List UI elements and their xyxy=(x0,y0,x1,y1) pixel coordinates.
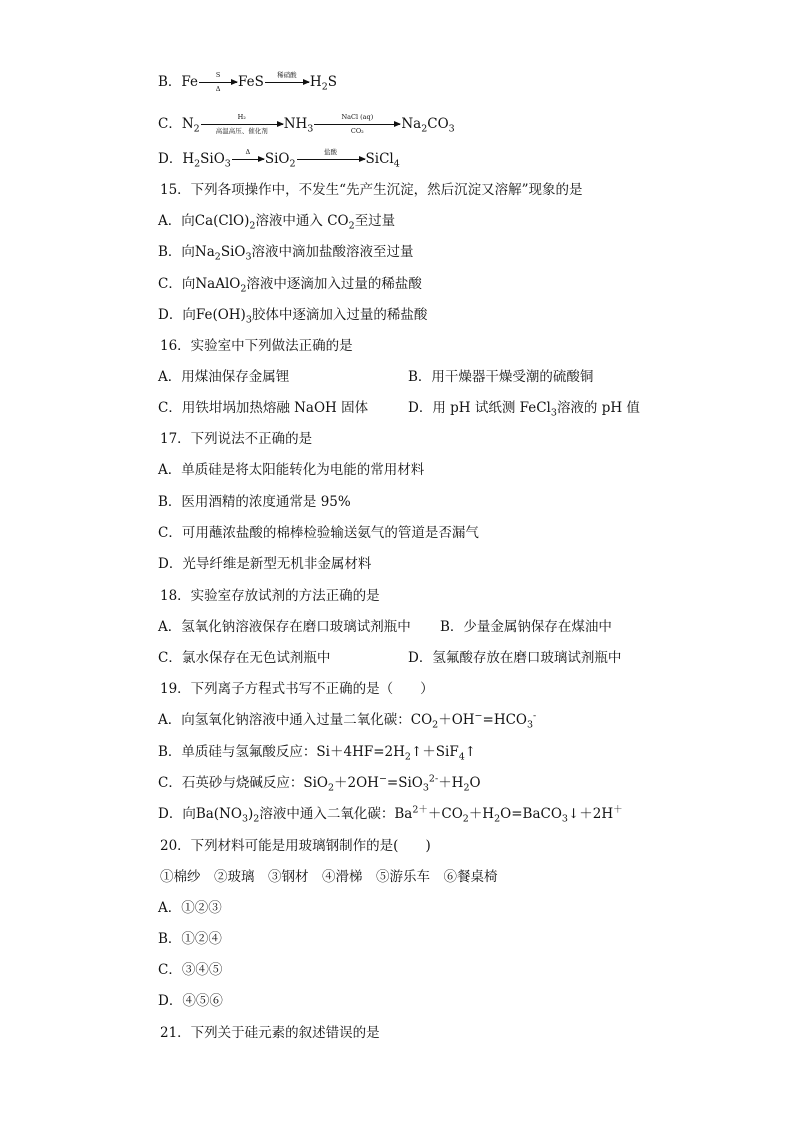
q14-option-d xyxy=(158,149,400,169)
q19-option-a xyxy=(158,710,536,730)
q15-option-b xyxy=(158,242,414,262)
text: D．向Ba(NO xyxy=(158,806,242,822)
text: 溶液中滴加盐酸溶液至过量 xyxy=(251,244,414,260)
arrow-condition: NaCl (aq) xyxy=(341,113,374,121)
q19-option-c xyxy=(158,773,481,793)
question-20-items: ①棉纱 ②玻璃 ③钢材 ④滑梯 ⑤游乐车 ⑥餐桌椅 xyxy=(160,869,498,885)
question-16-stem: 16．实验室中下列做法正确的是 xyxy=(160,338,353,354)
q16-option-c: C．用铁坩埚加热熔融 NaOH 固体 xyxy=(158,400,369,416)
subscript: 2 xyxy=(432,719,439,731)
subscript: 2 xyxy=(249,220,256,232)
superscript: ＋ xyxy=(613,804,623,816)
q15-option-a xyxy=(158,211,395,231)
question-18-stem: 18．实验室存放试剂的方法正确的是 xyxy=(160,588,380,604)
q16-option-d xyxy=(408,398,640,418)
formula: CO xyxy=(427,116,449,132)
subscript: 2 xyxy=(193,123,200,135)
q17-option-b: B．医用酒精的浓度通常是 95% xyxy=(158,494,351,510)
q19-option-b xyxy=(158,742,476,762)
q17-option-d: D．光导纤维是新型无机非金属材料 xyxy=(158,556,372,572)
q16-option-a: A．用煤油保存金属锂 xyxy=(158,369,290,385)
text: O xyxy=(469,775,481,791)
formula: Fe xyxy=(181,74,199,90)
reaction-arrow xyxy=(201,113,283,135)
arrow-condition: CO₂ xyxy=(350,127,364,135)
subscript: 3 xyxy=(561,813,568,825)
q20-option-c: C．③④⑤ xyxy=(158,962,223,978)
text: O=BaCO xyxy=(500,806,562,822)
arrow-condition: 高温高压、催化剂 xyxy=(215,127,268,135)
text: SiO xyxy=(220,244,246,260)
subscript: 3 xyxy=(307,123,314,135)
q16-option-b: B．用干燥器干燥受潮的硫酸铜 xyxy=(408,369,594,385)
formula: SiO xyxy=(264,151,290,167)
q18-option-c: C．氯水保存在无色试剂瓶中 xyxy=(158,650,331,666)
text: ＋OH xyxy=(438,712,475,728)
text: B．单质硅与氢氟酸反应：Si＋4HF=2H xyxy=(158,744,405,760)
subscript: 2 xyxy=(240,283,247,295)
arrow-condition: S xyxy=(215,71,221,79)
subscript: 3 xyxy=(241,813,248,825)
superscript: - xyxy=(533,710,537,722)
q17-option-c: C．可用蘸浓盐酸的棉棒检验输送氨气的管道是否漏气 xyxy=(158,525,479,541)
text: B．向Na xyxy=(158,244,215,260)
subscript: 3 xyxy=(224,158,231,170)
subscript: 2 xyxy=(463,782,470,794)
reaction-arrow xyxy=(314,113,400,135)
text: ＋CO xyxy=(427,806,463,822)
superscript: 2- xyxy=(428,773,439,785)
text: ) xyxy=(248,806,254,822)
q20-option-d: D．④⑤⑥ xyxy=(158,993,223,1009)
q18-option-a: A．氢氧化钠溶液保存在磨口玻璃试剂瓶中 xyxy=(158,619,411,635)
text: ＋2OH xyxy=(334,775,379,791)
subscript: 2 xyxy=(327,782,335,794)
option-label: C． xyxy=(158,116,182,132)
subscript: 3 xyxy=(550,407,557,419)
subscript: 3 xyxy=(245,314,252,326)
arrow-condition: H₂ xyxy=(237,113,246,121)
option-label: D． xyxy=(158,151,183,167)
question-21-stem: 21．下列关于硅元素的叙述错误的是 xyxy=(160,1025,380,1041)
question-20-stem: 20．下列材料可能是用玻璃钢制作的是( ) xyxy=(160,838,431,854)
text: 溶液中逐滴加入过量的稀盐酸 xyxy=(246,276,422,292)
text: D．用 pH 试纸测 FeCl xyxy=(408,400,551,416)
reaction-arrow xyxy=(232,148,264,160)
subscript: 2 xyxy=(348,220,355,232)
reaction-arrow xyxy=(265,71,309,83)
formula: Na xyxy=(401,116,422,132)
superscript: − xyxy=(474,710,483,722)
text: ↓＋2H xyxy=(567,806,614,822)
subscript: 4 xyxy=(393,158,400,170)
text: 胶体中逐滴加入过量的稀盐酸 xyxy=(251,307,428,323)
formula: SiCl xyxy=(365,151,394,167)
text: D．向Fe(OH) xyxy=(158,307,246,323)
q20-option-b: B．①②④ xyxy=(158,931,222,947)
text: ＋H xyxy=(438,775,464,791)
subscript: 3 xyxy=(245,251,252,263)
formula: H xyxy=(182,151,195,167)
text: C．石英砂与烧碱反应：SiO xyxy=(158,775,328,791)
subscript: 2 xyxy=(253,813,260,825)
question-17-stem: 17．下列说法不正确的是 xyxy=(160,431,313,447)
question-15-stem: 15．下列各项操作中，不发生“先产生沉淀，然后沉淀又溶解”现象的是 xyxy=(160,182,583,198)
q15-option-c xyxy=(158,274,422,294)
text: 溶液的 pH 值 xyxy=(556,400,640,416)
formula: N xyxy=(181,116,194,132)
subscript: 2 xyxy=(321,81,328,93)
text: 至过量 xyxy=(354,213,396,229)
text: ＋H xyxy=(468,806,495,822)
reaction-arrow xyxy=(199,71,237,93)
arrow-condition: Δ xyxy=(245,148,251,156)
subscript: 2 xyxy=(214,251,221,263)
q14-option-c xyxy=(158,114,455,134)
reaction-arrow xyxy=(297,148,365,160)
text: ↑ xyxy=(464,744,477,760)
subscript: 2 xyxy=(194,158,201,170)
q18-option-b: B．少量金属钠保存在煤油中 xyxy=(440,619,612,635)
subscript: 3 xyxy=(448,123,455,135)
q14-option-b xyxy=(158,72,337,92)
subscript: 3 xyxy=(422,782,429,794)
text: =SiO xyxy=(386,775,423,791)
subscript: 4 xyxy=(458,751,465,763)
q18-option-d: D．氢氟酸存放在磨口玻璃试剂瓶中 xyxy=(408,650,622,666)
subscript: 2 xyxy=(289,158,296,170)
formula: S xyxy=(327,74,337,90)
q15-option-d xyxy=(158,305,427,325)
subscript: 2 xyxy=(421,123,428,135)
text: =HCO xyxy=(482,712,527,728)
text: A．向Ca(ClO) xyxy=(158,213,250,229)
formula: NH xyxy=(283,116,308,132)
superscript: 2＋ xyxy=(412,804,428,816)
text: A．向氢氧化钠溶液中通入过量二氧化碳：CO xyxy=(158,712,433,728)
arrow-condition: 稀硝酸 xyxy=(277,71,297,79)
superscript: − xyxy=(378,773,387,785)
arrow-condition: 盐酸 xyxy=(324,148,338,156)
q17-option-a: A．单质硅是将太阳能转化为电能的常用材料 xyxy=(158,462,425,478)
subscript: 2 xyxy=(404,751,411,763)
formula: SiO xyxy=(200,151,225,167)
q20-option-a: A．①②③ xyxy=(158,900,222,916)
option-label: B． xyxy=(158,74,182,90)
text: 溶液中通入二氧化碳：Ba xyxy=(259,806,413,822)
text: 溶液中通入 CO xyxy=(255,213,349,229)
formula: H xyxy=(309,74,322,90)
subscript: 3 xyxy=(527,719,534,731)
text: C．向NaAlO xyxy=(158,276,241,292)
formula: FeS xyxy=(238,74,264,90)
question-19-stem: 19．下列离子方程式书写不正确的是（ ） xyxy=(160,681,434,697)
q19-option-d xyxy=(158,804,623,824)
arrow-condition: Δ xyxy=(215,85,221,93)
subscript: 2 xyxy=(494,813,501,825)
text: ↑＋SiF xyxy=(410,744,459,760)
subscript: 2 xyxy=(462,813,469,825)
